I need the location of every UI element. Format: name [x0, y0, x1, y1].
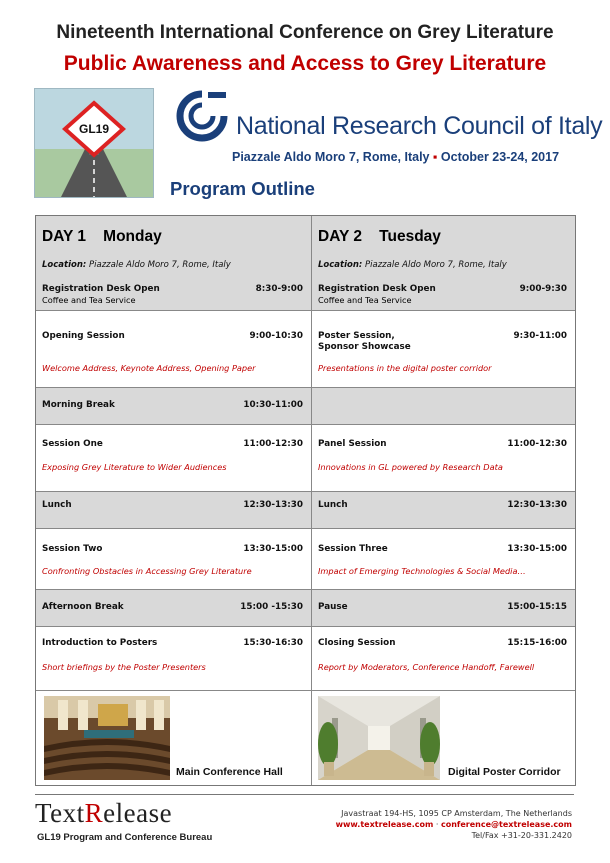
venue-dates: October 23-24, 2017: [440, 150, 560, 164]
day2-panel-time: 11:00-12:30: [507, 439, 567, 449]
gl19-logo: [34, 88, 154, 198]
contact-block: [336, 808, 572, 841]
poster-corridor-caption: Digital Poster Corridor: [448, 766, 561, 778]
address: Javastraat 194-HS, 1095 CP Amsterdam, The Netherlands: [341, 809, 572, 818]
conference-theme: Public Awareness and Access to Grey Literature: [63, 52, 547, 75]
day2-panel-desc: Innovations in GL powered by Research Data: [318, 462, 503, 472]
contact-links: [336, 819, 572, 830]
day-header-row: [36, 216, 575, 311]
day1-registration-time: 8:30-9:00: [255, 284, 303, 294]
day2-panel-title: Panel Session: [318, 439, 387, 449]
day1-registration-sub: Coffee and Tea Service: [42, 295, 136, 305]
table-row: [36, 492, 575, 529]
website-link[interactable]: www.textrelease.com: [335, 820, 434, 829]
day1-registration-title: Registration Desk Open: [42, 284, 160, 294]
day1-posters-desc: Short briefings by the Poster Presenters: [42, 662, 206, 672]
day2-registration-time: 9:00-9:30: [519, 284, 567, 294]
table-row: [36, 388, 575, 425]
day1-break2-time: 15:00 -15:30: [240, 602, 303, 612]
day2-poster-title: Poster Session,: [318, 331, 395, 341]
day2-poster-title2: Sponsor Showcase: [318, 342, 411, 352]
table-row: [36, 627, 575, 691]
table-row: [36, 425, 575, 492]
table-row: [36, 529, 575, 590]
day2-closing-desc: Report by Moderators, Conference Handoff, Farewell: [318, 662, 535, 672]
day1-lunch-title: Lunch: [42, 500, 72, 510]
org-name: National Research Council of Italy: [236, 112, 603, 140]
day1-opening-time: 9:00-10:30: [249, 331, 303, 341]
footer-divider: [35, 794, 574, 795]
program-heading: Program Outline: [170, 178, 315, 199]
day1-session1-title: Session One: [42, 439, 103, 449]
day2-lunch-title: Lunch: [318, 500, 348, 510]
photo-row: [36, 691, 575, 785]
poster-corridor-photo: [318, 696, 440, 780]
day1-posters-time: 15:30-16:30: [243, 638, 303, 648]
day1-session2-desc: Confronting Obstacles in Accessing Grey Literature: [42, 566, 252, 576]
venue-separator: ▪: [432, 150, 438, 164]
day2-registration-title: Registration Desk Open: [318, 284, 436, 294]
day1-posters-title: Introduction to Posters: [42, 638, 158, 648]
day2-lunch-time: 12:30-13:30: [507, 500, 567, 510]
day1-break1-time: 10:30-11:00: [243, 400, 303, 410]
table-row: [36, 590, 575, 627]
day2-registration-sub: Coffee and Tea Service: [318, 295, 412, 305]
day2-closing-time: 15:15-16:00: [507, 638, 567, 648]
day1-break1-title: Morning Break: [42, 400, 115, 410]
day2-pause-time: 15:00-15:15: [507, 602, 567, 612]
program-table: [35, 215, 576, 786]
day2-closing-title: Closing Session: [318, 638, 396, 648]
day1-break2-title: Afternoon Break: [42, 602, 124, 612]
bureau-name: GL19 Program and Conference Bureau: [37, 832, 213, 843]
venue-line: [232, 150, 559, 164]
day2-location: Location: Piazzale Aldo Moro 7, Rome, Italy: [318, 260, 507, 270]
day1-session2-title: Session Two: [42, 544, 103, 554]
conference-hall-photo: [44, 696, 170, 780]
day1-lunch-time: 12:30-13:30: [243, 500, 303, 510]
day1-header-cell: [36, 216, 312, 310]
day1-session1-desc: Exposing Grey Literature to Wider Audiences: [42, 462, 227, 472]
main-hall-caption: Main Conference Hall: [176, 766, 283, 778]
svg-text:GL19: GL19: [78, 122, 110, 136]
venue-place: Piazzale Aldo Moro 7, Rome, Italy: [232, 150, 430, 164]
day2-session3-desc: Impact of Emerging Technologies & Social Media…: [318, 566, 526, 576]
day2-poster-desc: Presentations in the digital poster corridor: [318, 363, 492, 373]
day2-poster-time: 9:30-11:00: [513, 331, 567, 341]
day2-heading: DAY 2 Tuesday: [318, 228, 441, 245]
gl19-road-icon: [35, 89, 153, 197]
conference-title: Nineteenth International Conference on Grey Literature: [56, 22, 554, 43]
day1-location: Location: Piazzale Aldo Moro 7, Rome, Italy: [42, 260, 231, 270]
table-row: [36, 311, 575, 388]
day1-heading: DAY 1 Monday: [42, 228, 162, 245]
email-link[interactable]: conference@textrelease.com: [440, 820, 572, 829]
day1-opening-title: Opening Session: [42, 331, 125, 341]
day1-session2-time: 13:30-15:00: [243, 544, 303, 554]
day2-pause-title: Pause: [318, 602, 348, 612]
textrelease-logo: TextRelease: [35, 798, 173, 828]
phone: Tel/Fax +31-20-331.2420: [471, 831, 572, 840]
day2-session3-title: Session Three: [318, 544, 388, 554]
cnr-logo-icon: [172, 88, 232, 148]
day1-session1-time: 11:00-12:30: [243, 439, 303, 449]
day2-header-cell: [312, 216, 575, 310]
contact-dot: ·: [435, 820, 439, 829]
day1-opening-desc: Welcome Address, Keynote Address, Opening Paper: [42, 363, 256, 373]
day2-session3-time: 13:30-15:00: [507, 544, 567, 554]
